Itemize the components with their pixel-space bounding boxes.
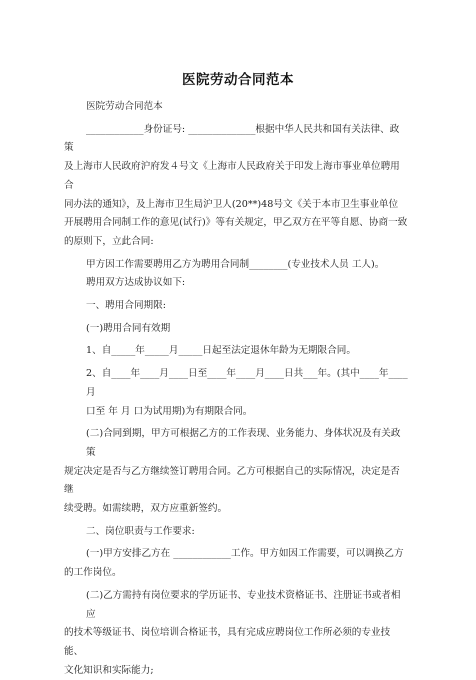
- paragraph-line: 聘用双方达成协议如下:: [86, 277, 186, 289]
- paragraph-line: 2、自____年____月____日至____年____月____日共___年。(其中____年____月: [86, 368, 408, 398]
- paragraph-line: 的原则下，立此合同:: [64, 235, 154, 247]
- paragraph-line: 口至 年 月 口为试用期)为有期限合同。: [86, 405, 253, 417]
- paragraph-line: (一)甲方安排乙方在 ____________工作。甲方如因工作需要，可以调换乙方: [86, 548, 404, 560]
- paragraph-line: 同办法的通知》，及上海市卫生局沪卫人(20**)48号文《关于本市卫生事业单位: [64, 198, 399, 210]
- paragraph-line: 甲方因工作需要聘用乙方为聘用合同制________(专业技术人员 工人)。: [86, 258, 385, 270]
- subsection-heading: (一)聘用合同有效期: [86, 322, 171, 334]
- paragraph-line: 开展聘用合同制工作的意见(试行)》等有关规定，甲乙双方在平等自愿、协商一致: [64, 217, 408, 229]
- document-body: [64, 98, 408, 680]
- paragraph-line: 文化知识和实际能力;: [64, 664, 154, 676]
- section-heading: 二、岗位职责与工作要求:: [86, 525, 195, 537]
- paragraph-line: 规定决定是否与乙方继续签订聘用合同。乙方可根据自己的实际情况，决定是否继: [64, 465, 400, 496]
- document-title: 医院劳动合同范本: [182, 72, 294, 88]
- paragraph-line: 1、自_____年_____月_____日起至法定退休年龄为无期限合同。: [86, 345, 356, 357]
- paragraph-line: ____________身份证号: ______________根据中华人民共和国有关法律、政策: [64, 123, 400, 154]
- section-heading: 一、聘用合同期限:: [86, 300, 166, 312]
- paragraph-line: 及上海市人民政府沪府发４号文《上海市人民政府关于印发上海市事业单位聘用合: [64, 161, 400, 191]
- paragraph-line: 续受聘。如需续聘，双方应重新签约。: [64, 503, 228, 515]
- paragraph-line: (二)乙方需持有岗位要求的学历证书、专业技术资格证书、注册证书或者相应: [86, 589, 401, 620]
- subtitle-line: 医院劳动合同范本: [86, 101, 163, 112]
- paragraph-line: 的技术等级证书、岗位培训合格证书，具有完成应聘岗位工作所必须的专业技能、: [64, 627, 391, 657]
- paragraph-line: 的工作岗位。: [64, 567, 122, 579]
- paragraph-line: (二)合同到期，甲方可根据乙方的工作表现、业务能力、身体状况及有关政策: [86, 428, 401, 458]
